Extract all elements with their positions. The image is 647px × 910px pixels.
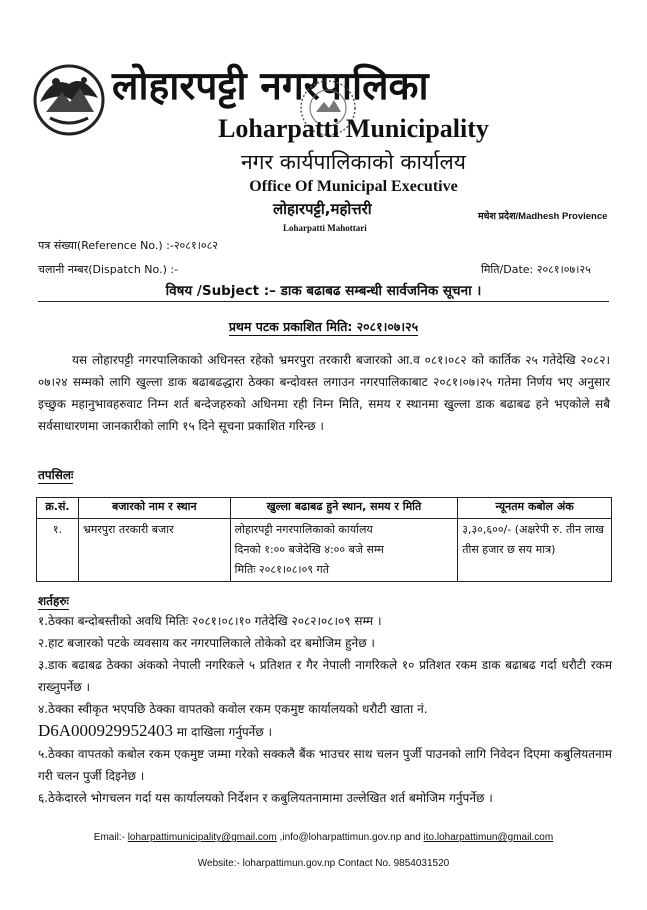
column-header: बजारको नाम र स्थान	[78, 498, 230, 519]
office-name-nepali: नगर कार्यपालिकाको कार्यालय	[241, 150, 466, 174]
term-item: २.हाट बजारको पटके व्यवसाय कर नगरपालिकाले तोकेको दर बमोजिम हुनेछ ।	[38, 636, 375, 650]
column-header: खुल्ला बढाबढ हुने स्थान, समय र मिति	[230, 498, 458, 519]
tender-table	[36, 497, 612, 582]
venue-line: लोहारपट्टी नगरपालिकाको कार्यालय	[234, 523, 373, 536]
market-name: भ्रमरपुरा तरकारी बजार	[78, 519, 230, 582]
serial-number: १.	[37, 519, 79, 582]
column-header: न्यूनतम कबोल अंक	[458, 498, 612, 519]
term-item: ६.ठेकेदारले भोगचलन गर्दा यस कार्यालयको निर्देशन र कबुलियतनामामा उल्लेखित शर्त बमोजिम गर्नुपर्नेछ ।	[38, 791, 493, 805]
first-published-text: प्रथम पटक प्रकाशित मिति: २०८१।०७।२५	[228, 319, 419, 334]
details-label: तपसिलः	[38, 468, 74, 482]
venue-line: मितिः २०८१।०८।०९ गते	[234, 563, 329, 576]
office-name-english: Office Of Municipal Executive	[249, 178, 458, 195]
term-item	[38, 698, 612, 743]
term-item: १.ठेक्का बन्दोबस्तीको अवधि मितिः २०८१।०८।१० गतेदेखि २०८२।०८।०९ सम्म ।	[38, 614, 382, 628]
terms-list	[38, 610, 612, 809]
municipality-title-english: Loharpatti Municipality	[218, 114, 489, 143]
term-4-text: ४.ठेक्का स्वीकृत भएपछि ठेक्का वापतको कवोल रकम एकमुष्ट कार्यालयको धरौटी खाता नं.	[38, 702, 428, 716]
notice-date: मिति/Date: २०८१।०७।२५	[481, 263, 591, 276]
subject-line: विषय /Subject :– डाक बढाबढ सम्बन्धी सार्वजनिक सूचना ।	[165, 283, 482, 299]
notice-body: यस लोहारपट्टी नगरपालिकाको अधिनस्त रहेको भ्रमरपुरा तरकारी बजारको आ.व ०८१।०८२ को कार्तिक २५ गतेदेखि २०८२।०७।२४ सम्मको लागि खुल्ला डाक बढाबढद्धारा ठेक्का बन्दोवस्त लगाउन नगरपालिकाबाट २०८१।०७।२५ गतेमा निर्णय भए अनुसार इच्छुक महानुभावहरुवाट निम्न शर्त बन्देजहरुको अधिनमा रही निम्न मिति, समय र स्थानमा खुल्ला डाक बढाबढ हने भएकोले सबै सर्वसाधारणमा जानकारीको लागि १५ दिने सूचना प्रकाशित गरिन्छ ।	[38, 353, 610, 433]
venue-line: दिनको १:०० बजेदेखि ४:०० बजे सम्म	[234, 543, 384, 556]
term-item: ५.ठेक्का वापतको कबोल रकम एकमुष्ट जम्मा गरेको सक्कलै बैंक भाउचर साथ चलन पुर्जी पाउनको लागि निवेदन दिएमा कबुलियतनाम गरी चलन पुर्जी दिइनेछ ।	[38, 747, 612, 783]
terms-label: शर्तहरुः	[38, 594, 69, 608]
auction-venue	[230, 519, 458, 582]
account-number: D6A000929952403	[38, 721, 174, 740]
first-published-date	[0, 318, 647, 335]
dispatch-number: चलानी नम्बर(Dispatch No.) :-	[38, 263, 179, 276]
contact-emails	[0, 832, 647, 843]
email-secondary: ,info@loharpattimun.gov.np and	[276, 832, 424, 843]
municipality-title-nepali: लोहारपट्टी नगरपालिका	[112, 64, 429, 109]
location-english: Loharpatti Mahottari	[283, 223, 367, 233]
term-item: ३.डाक बढाबढ ठेक्का अंकको नेपाली नगरिकले ५ प्रतिशत र गैर नेपाली नागरिकले १० प्रतिशत रकम डाक बढाबढ गर्दा धरौटी रकम राख्नुपर्नेछ ।	[38, 658, 612, 694]
email-label: Email:-	[93, 832, 128, 843]
table-row	[37, 519, 612, 582]
reference-number: पत्र संख्या(Reference No.) :-२०८१।०८२	[38, 239, 219, 252]
website-contact: Website:- loharpattimun.gov.np Contact No. 9854031520	[197, 858, 450, 869]
minimum-bid: ३,३०,६००/- (अक्षरेपी रु. तीन लाख तीस हजार छ सय मात्र)	[458, 519, 612, 582]
location-nepali: लोहारपट्टी,महोत्तरी	[273, 200, 372, 218]
term-4-suffix: मा दाखिला गर्नुपर्नेछ ।	[173, 725, 273, 739]
column-header: क्र.सं.	[37, 498, 79, 519]
province-label: मधेश प्रदेश/Madhesh Provience	[478, 211, 608, 222]
email-link-municipality[interactable]: loharpattimunicipality@gmail.com	[127, 832, 277, 843]
table-header-row	[37, 498, 612, 519]
header-divider	[38, 301, 609, 302]
email-link-ito[interactable]: ito.loharpattimun@gmail.com	[423, 832, 554, 843]
